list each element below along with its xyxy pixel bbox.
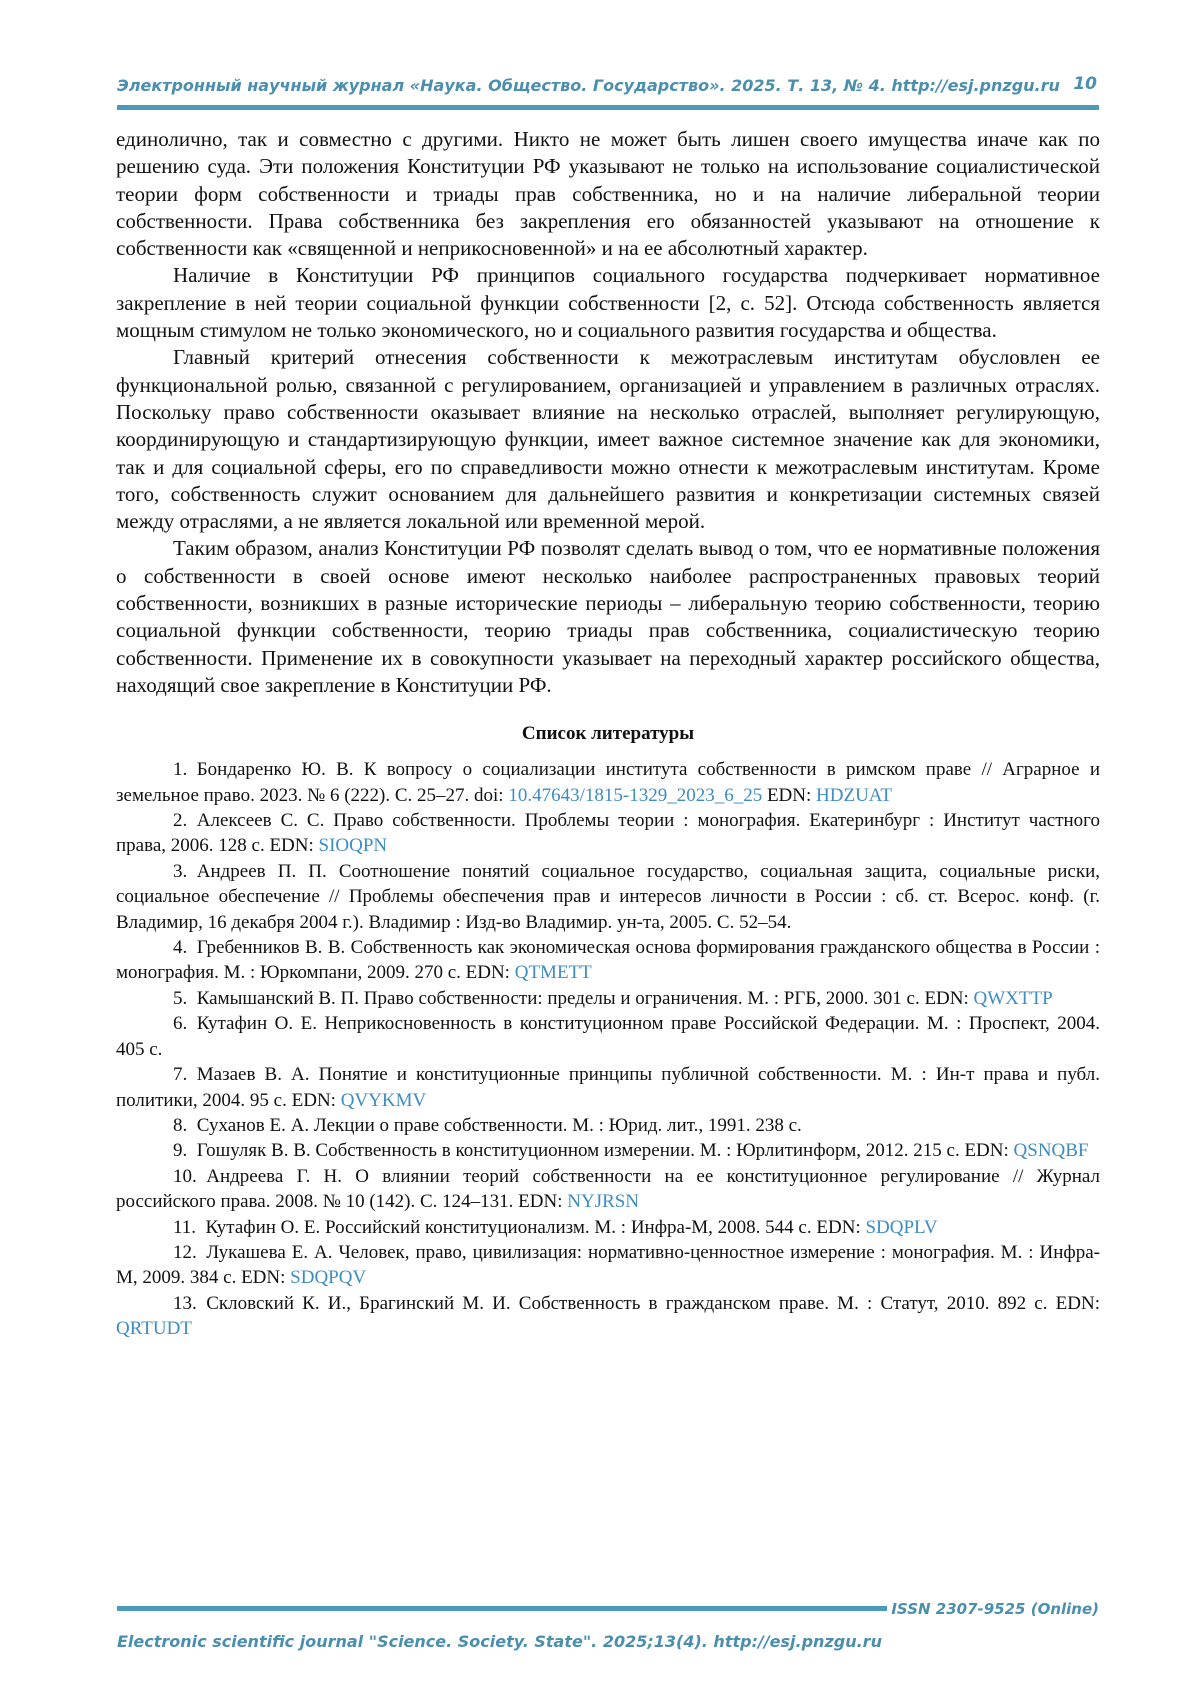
header-divider: [117, 105, 1099, 110]
issn-label: ISSN 2307-9525 (Online): [891, 1600, 1099, 1618]
references-title: Список литературы: [521, 723, 695, 745]
article-body: [116, 126, 1100, 1342]
reference-text: Андреева Г. Н. О влиянии теорий собственности на ее конституционное регулирование // Журнал российского права. 2008. № 10 (142). С. 124–131. EDN:: [116, 1165, 1100, 1213]
edn-link[interactable]: HDZUAT: [816, 784, 893, 806]
running-footer: [117, 1600, 1099, 1660]
edn-link[interactable]: QTMETT: [514, 962, 592, 984]
reference-text: Гошуляк В. В. Собственность в конституционном измерении. М. : Юрлитинформ, 2012. 215 с. EDN:: [196, 1140, 1014, 1162]
edn-link[interactable]: NYJRSN: [567, 1191, 640, 1213]
edn-link[interactable]: QSNQBF: [1013, 1140, 1089, 1162]
reference-item: [116, 1291, 1100, 1342]
reference-number: 9.: [173, 1140, 188, 1162]
edn-link[interactable]: SDQPLV: [865, 1216, 938, 1238]
reference-number: 5.: [173, 987, 188, 1009]
reference-item: [116, 1062, 1100, 1113]
reference-text: Лукашева Е. А. Человек, право, цивилизация: нормативно-ценностное измерение : монография. М. : Инфра-М, 2009. 384 с. EDN:: [116, 1241, 1100, 1289]
reference-item: [116, 935, 1100, 986]
reference-number: 10.: [173, 1165, 197, 1187]
edn-link[interactable]: QVYKMV: [340, 1089, 427, 1111]
reference-item: [116, 808, 1100, 859]
reference-text: Бондаренко Ю. В. К вопросу о социализации института собственности в римском праве // Аграрное и земельное право. 2023. № 6 (222). С. 25–27. doi:: [116, 759, 1100, 806]
reference-number: 13.: [173, 1292, 197, 1314]
edn-link[interactable]: SDQPQV: [290, 1267, 367, 1289]
reference-number: 6.: [173, 1013, 188, 1035]
reference-item: [116, 757, 1100, 808]
page-number: 10: [1073, 74, 1097, 94]
header-journal-title: Электронный научный журнал «Наука. Общество. Государство». 2025. Т. 13, № 4. http://esj.pnzgu.ru: [117, 76, 1060, 95]
reference-item: [116, 1113, 1100, 1138]
reference-item: [116, 859, 1100, 935]
reference-text: Андреев П. П. Соотношение понятий социальное государство, социальная защита, социальные риски, социальное обеспечение // Проблемы обеспечения прав и интересов личности в России : сб. ст. Всерос. конф. (г. Владимир, 16 декабря 2004 г.). Владимир : Изд-во Владимир. ун-та, 2005. С. 52–54.: [116, 860, 1100, 933]
reference-number: 4.: [173, 937, 188, 959]
reference-number: 1.: [173, 759, 188, 781]
reference-number: 8.: [173, 1114, 188, 1136]
paragraph: единолично, так и совместно с другими. Никто не может быть лишен своего имущества иначе как по решению суда. Эти положения Конституции РФ указывают не только на использование социалистической теории форм собственности и триады прав собственника, но и на наличие либеральной теории собственности. Права собственника без закрепления его обязанностей указывают на отношение к собственности как «священной и неприкосновенной» и на ее абсолютный характер.: [116, 127, 1100, 261]
reference-text: Алексеев С. С. Право собственности. Проблемы теории : монография. Екатеринбург : Институт частного права, 2006. 128 с. EDN:: [116, 810, 1100, 857]
reference-item: [116, 1138, 1100, 1163]
reference-number: 12.: [173, 1241, 197, 1263]
reference-text: Кутафин О. Е. Российский конституционализм. М. : Инфра-М, 2008. 544 с. EDN:: [205, 1216, 866, 1238]
reference-item: [116, 986, 1100, 1011]
reference-text: Камышанский В. П. Право собственности: пределы и ограничения. М. : РГБ, 2000. 301 с. EDN:: [196, 987, 974, 1009]
running-header: [117, 70, 1099, 110]
paragraph: Таким образом, анализ Конституции РФ позволят сделать вывод о том, что ее нормативные положения о собственности в своей основе имеют несколько наиболее распространенных правовых теорий собственности, возникших в разные исторические периоды – либеральную теорию собственности, теорию социальной функции собственности, теорию триады прав собственника, социалистическую теорию собственности. Применение их в совокупности указывает на переходный характер российского общества, находящий свое закрепление в Конституции РФ.: [116, 536, 1100, 697]
reference-text: EDN:: [762, 784, 817, 806]
reference-text: Кутафин О. Е. Неприкосновенность в конституционном праве Российской Федерации. М. : Проспект, 2004. 405 с.: [116, 1013, 1100, 1060]
paragraph: Главный критерий отнесения собственности к межотраслевым институтам обусловлен ее функциональной ролью, связанной с регулированием, организацией и управлением в различных отраслях. Поскольку право собственности оказывает влияние на несколько отраслей, выполняет регулирующую, координирующую и стандартизирующую функции, имеет важное системное значение как для экономики, так и для социальной сферы, его по справедливости можно отнести к межотраслевым институтам. Кроме того, собственность служит основанием для дальнейшего развития и конкретизации системных связей между отраслями, а не является локальной или временной мерой.: [116, 345, 1100, 534]
reference-number: 11.: [173, 1216, 197, 1238]
reference-item: [116, 1164, 1100, 1215]
reference-item: [116, 1240, 1100, 1291]
edn-link[interactable]: SIOQPN: [318, 835, 388, 857]
reference-number: 2.: [173, 810, 188, 832]
reference-text: Гребенников В. В. Собственность как экономическая основа формирования гражданского общества в России : монография. М. : Юркомпани, 2009. 270 с. EDN:: [116, 937, 1100, 984]
edn-link[interactable]: QRTUDT: [116, 1318, 192, 1340]
reference-list: [116, 757, 1100, 1341]
paragraph: Наличие в Конституции РФ принципов социального государства подчеркивает нормативное закрепление в ней теории социальной функции собственности [2, с. 52]. Отсюда собственность является мощным стимулом не только экономического, но и социального развития государства и общества.: [116, 263, 1100, 343]
reference-item: [116, 1215, 1100, 1240]
doi-link[interactable]: 10.47643/1815-1329_2023_6_25: [508, 784, 763, 806]
reference-text: Скловский К. И., Брагинский М. И. Собственность в гражданском праве. М. : Статут, 2010. 892 с. EDN:: [206, 1292, 1100, 1314]
reference-text: Суханов Е. А. Лекции о праве собственности. М. : Юрид. лит., 1991. 238 с.: [196, 1114, 802, 1136]
reference-item: [116, 1011, 1100, 1062]
edn-link[interactable]: QWXTTP: [973, 987, 1053, 1009]
reference-number: 3.: [173, 860, 188, 882]
reference-text: Мазаев В. А. Понятие и конституционные принципы публичной собственности. М. : Ин-т права и публ. политики, 2004. 95 с. EDN:: [116, 1064, 1100, 1111]
footer-divider: [117, 1606, 887, 1611]
footer-journal-title: Electronic scientific journal "Science. Society. State". 2025;13(4). http://esj.pnzgu.ru: [117, 1632, 882, 1651]
reference-number: 7.: [173, 1064, 188, 1086]
